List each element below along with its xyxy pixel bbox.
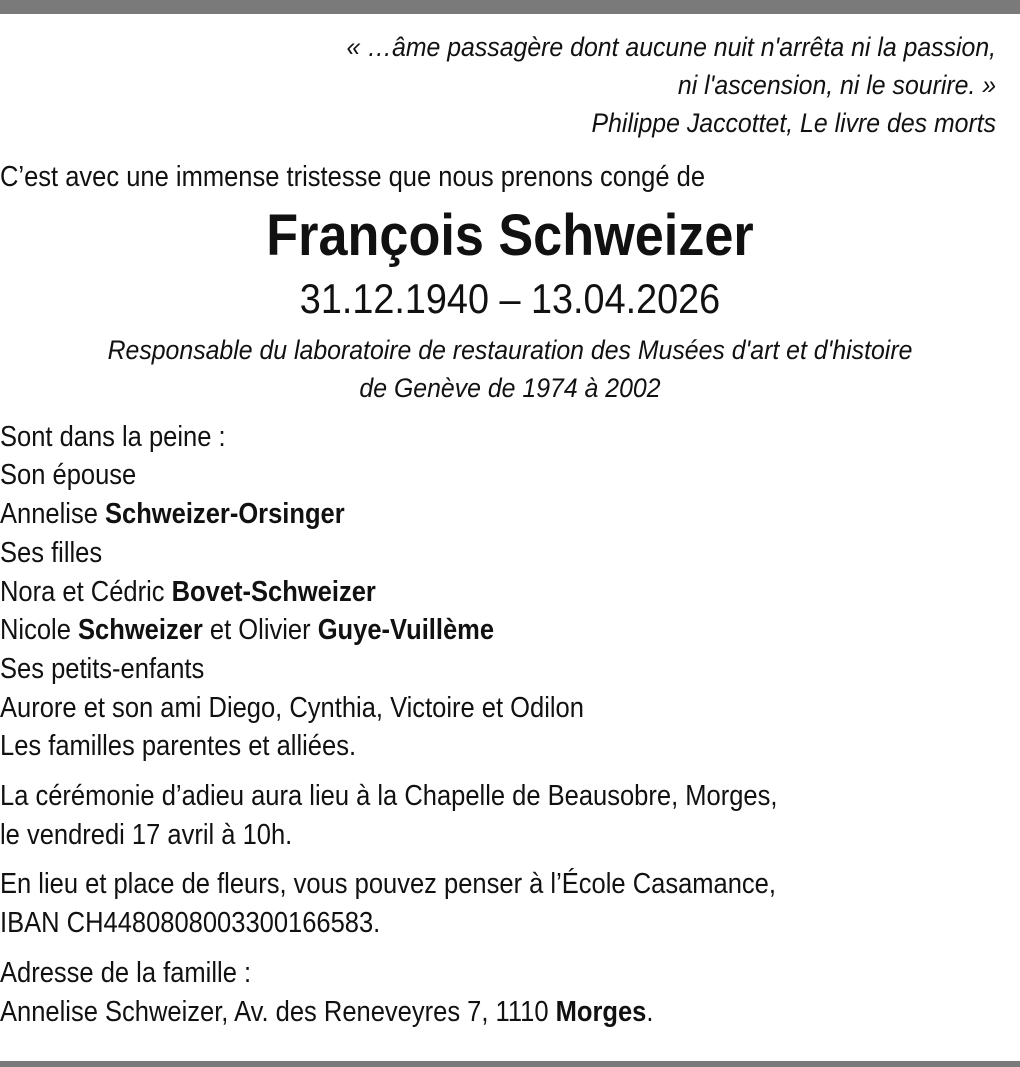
daughter-2	[0, 611, 898, 650]
epigraph-line-1: « …âme passagère dont aucune nuit n'arrêta ni la passion,	[346, 32, 997, 62]
top-rule	[0, 0, 1020, 14]
families-line: Les familles parentes et alliées.	[0, 730, 357, 763]
ceremony-line-2: le vendredi 17 avril à 10h.	[0, 818, 293, 851]
daughter-1	[0, 573, 898, 612]
obituary-notice	[0, 28, 1020, 1031]
spouse-name	[0, 495, 898, 534]
grandchildren-names: Aurore et son ami Diego, Cynthia, Victoire et Odilon	[0, 691, 584, 724]
grandchildren-label: Ses petits-enfants	[0, 652, 205, 685]
daughter-2-last: Schweizer	[78, 614, 203, 647]
daughter-1-last: Bovet-Schweizer	[171, 575, 376, 608]
life-dates: 31.12.1940 – 13.04.2026	[299, 274, 721, 322]
epigraph-attribution: Philippe Jaccottet, Le livre des morts	[591, 108, 997, 138]
ceremony-line-1: La cérémonie d’adieu aura lieu à la Chapelle de Beausobre, Morges,	[0, 780, 778, 813]
daughter-2-partner: et Olivier	[202, 614, 318, 647]
address-line	[0, 993, 898, 1032]
epigraph-line-2: ni l'ascension, ni le sourire. »	[677, 70, 997, 100]
epigraph	[82, 28, 1020, 142]
address-heading: Adresse de la famille :	[0, 956, 252, 989]
address-end: .	[646, 995, 654, 1028]
ceremony-info	[0, 777, 1020, 854]
bottom-rule	[0, 1061, 1020, 1067]
deceased-name: François Schweizer	[266, 202, 754, 268]
address-city: Morges	[555, 995, 647, 1028]
deceased-role	[41, 331, 979, 407]
donation-line-1: En lieu et place de fleurs, vous pouvez penser à l’École Casamance,	[0, 868, 776, 901]
donation-line-2: IBAN CH4480808003300166583.	[0, 907, 381, 940]
spouse-first-name: Annelise	[0, 498, 105, 531]
intro-text: C’est avec une immense tristesse que nous prenons congé de	[0, 161, 706, 193]
role-line-2: de Genève de 1974 à 2002	[359, 372, 661, 403]
family-address	[0, 954, 1020, 1031]
spouse-last-name: Schweizer-Orsinger	[104, 498, 345, 531]
mourners-list	[0, 418, 1020, 766]
donation-info	[0, 865, 1020, 942]
daughter-2-partner-last: Guye-Vuillème	[317, 614, 495, 647]
spouse-label: Son épouse	[0, 459, 137, 492]
daughter-2-first: Nicole	[0, 614, 79, 647]
daughters-label: Ses filles	[0, 536, 103, 569]
mourners-heading: Sont dans la peine :	[0, 420, 226, 453]
role-line-1: Responsable du laboratoire de restauration des Musées d'art et d'histoire	[107, 334, 913, 365]
address-street: Annelise Schweizer, Av. des Reneveyres 7, 1110	[0, 995, 556, 1028]
daughter-1-first: Nora et Cédric	[0, 575, 172, 608]
